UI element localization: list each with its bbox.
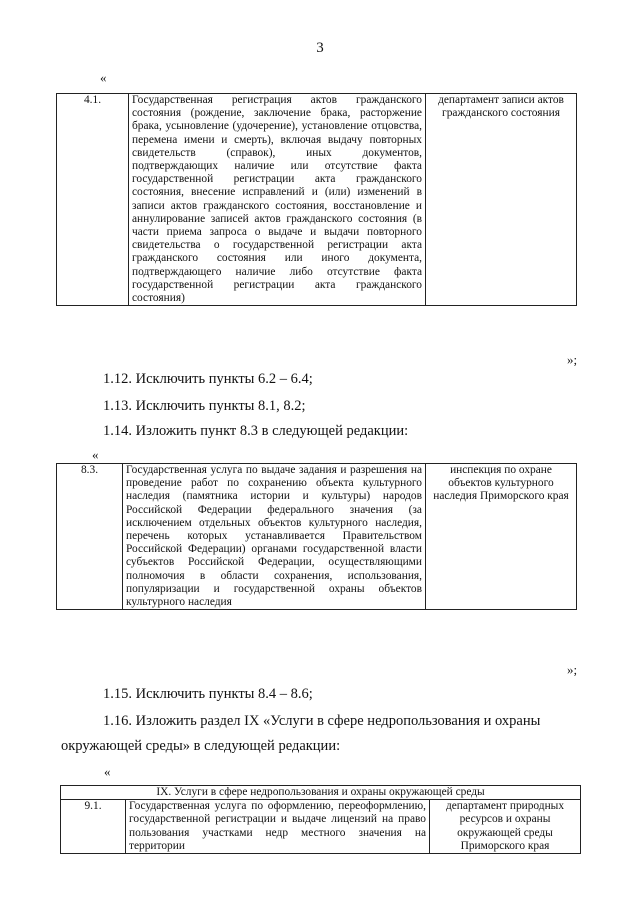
paragraph-1-13: 1.13. Исключить пункты 8.1, 8.2;: [103, 398, 306, 414]
table-row: [57, 464, 577, 610]
item-number: 4.1.: [57, 94, 129, 306]
table-item-4-1: [56, 93, 577, 306]
close-quote-2: »;: [567, 662, 578, 677]
item-number: 9.1.: [61, 800, 126, 854]
table-header-row: [61, 786, 581, 800]
table-section-ix: [60, 785, 581, 854]
paragraph-1-16-continued: окружающей среды» в следующей редакции:: [61, 738, 341, 754]
paragraph-1-14: 1.14. Изложить пункт 8.3 в следующей редакции:: [103, 423, 409, 439]
open-quote-2: «: [92, 447, 99, 462]
paragraph-1-16: 1.16. Изложить раздел IX «Услуги в сфере недропользования и охраны: [103, 713, 541, 729]
table-item-8-3: [56, 463, 577, 610]
open-quote-3: «: [104, 764, 111, 779]
item-department: инспекция по охране объектов культурного наследия Приморского края: [426, 464, 577, 610]
item-department: департамент записи актов гражданского состояния: [426, 94, 577, 306]
open-quote-1: «: [100, 70, 107, 85]
item-number: 8.3.: [57, 464, 123, 610]
close-quote-1: »;: [567, 352, 578, 367]
page-number: 3: [316, 40, 324, 56]
section-header: IX. Услуги в сфере недропользования и охраны окружающей среды: [61, 786, 581, 800]
item-department: департамент природных ресурсов и охраны окружающей среды Приморского края: [430, 800, 581, 854]
item-description: Государственная услуга по выдаче задания и разрешения на проведение работ по сохранению объекта культурного наследия (памятника истории и культуры) народов Российской Федерации федерального значения (за исключением отдельных объектов культурного наследия, перечень которых устанавливается Правительством Российской Федерации) органами государственной власти субъектов Российской Федерации, осуществляющими полномочия в области сохранения, использования, популяризации и государственной охраны объектов культурного наследия: [123, 464, 426, 610]
item-description: Государственная регистрация актов гражданского состояния (рождение, заключение брака, расторжение брака, усыновление (удочерение), установление отцовства, перемена имени и смерть), включая выдачу повторных свидетельств (справок), иных документов, подтверждающих наличие или отсутствие факта государственной регистрации акта гражданского состояния, внесение исправлений и (или) изменений в записи актов гражданского состояния, восстановление и аннулирование записей актов гражданского состояния (в части приема запроса о выдаче и выдачи повторного свидетельства о государственной регистрации акта гражданского состояния или иного документа, подтверждающего наличие либо отсутствие факта государственной регистрации акта гражданского состояния): [129, 94, 426, 306]
table-row: [57, 94, 577, 306]
table-row: [61, 800, 581, 854]
item-description: Государственная услуга по оформлению, переоформлению, государственной регистрации и выдаче лицензий на право пользования участками недр местного значения на территории: [126, 800, 430, 854]
paragraph-1-15: 1.15. Исключить пункты 8.4 – 8.6;: [103, 686, 313, 702]
paragraph-1-12: 1.12. Исключить пункты 6.2 – 6.4;: [103, 371, 313, 387]
